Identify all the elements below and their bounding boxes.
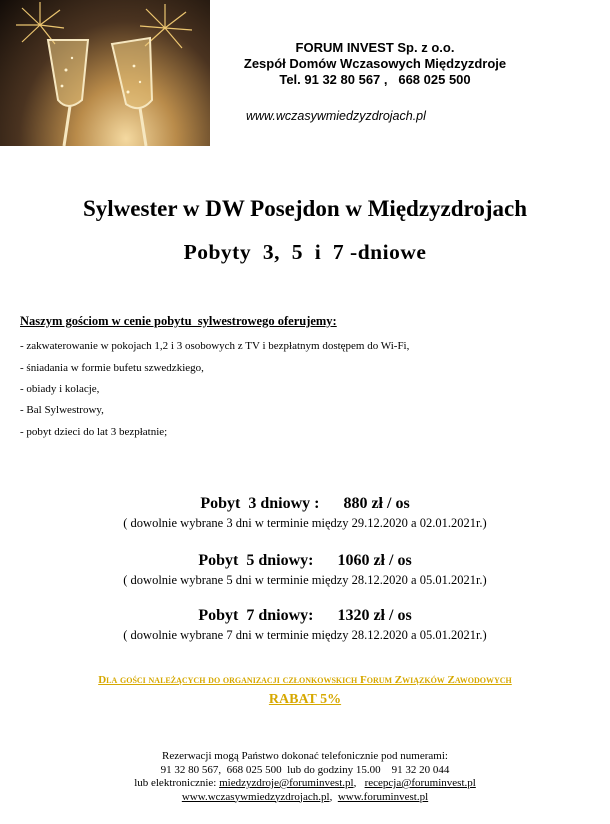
separator: , [329, 790, 338, 803]
offer-item: - Bal Sylwestrowy, [20, 404, 104, 416]
separator: , [353, 777, 365, 789]
website-link-foruminvest[interactable]: www.foruminvest.pl [337, 790, 429, 803]
price-value: 1320 zł / os [337, 607, 412, 624]
price-note: ( dowolnie wybrane 7 dni w terminie między 28.12.2020 a 05.01.2021r.) [123, 628, 487, 642]
offer-item: - pobyt dzieci do lat 3 bezpłatnie; [20, 426, 168, 438]
price-value: 880 zł / os [343, 495, 410, 512]
price-value: 1060 zł / os [337, 552, 412, 569]
page-subtitle: Pobyty 3, 5 i 7 -dniowe [183, 240, 427, 264]
company-website-link[interactable]: www.wczasywmiedzyzdrojach.pl [246, 109, 426, 123]
footer-reservation-text: Rezerwacji mogą Państwo dokonać telefonicznie pod numerami: [162, 750, 448, 762]
page-title: Sylwester w DW Posejdon w Międzyzdrojach [83, 196, 527, 221]
website-link-wczasy[interactable]: www.wczasywmiedzyzdrojach.pl [181, 790, 330, 803]
footer-websites [0, 791, 610, 805]
discount-notice [0, 671, 610, 709]
discount-text: Dla gości należących do organizacji członkowskich Forum Związków Zawodowych [98, 674, 512, 686]
offer-item: - obiady i kolacje, [20, 383, 100, 395]
email-link-miedzyzdroje[interactable]: miedzyzdroje@foruminvest.pl [219, 777, 354, 789]
price-row-7-days [0, 607, 610, 625]
price-row-5-days [0, 552, 610, 570]
price-row-3-days [0, 495, 610, 513]
offer-item: - zakwaterowanie w pokojach 1,2 i 3 osobowych z TV i bezpłatnym dostępem do Wi-Fi, [20, 340, 410, 352]
footer-phones: 91 32 80 567, 668 025 500 lub do godziny 15.00 91 32 20 044 [160, 763, 450, 776]
price-note: ( dowolnie wybrane 5 dni w terminie między 28.12.2020 a 05.01.2021r.) [123, 573, 487, 587]
company-header [215, 40, 535, 88]
footer-emails [0, 777, 610, 791]
price-label: Pobyt 3 dniowy : [200, 495, 320, 512]
company-name: FORUM INVEST Sp. z o.o. [295, 40, 455, 55]
footer-contact [0, 750, 610, 804]
price-note: ( dowolnie wybrane 3 dni w terminie między 29.12.2020 a 02.01.2021r.) [123, 516, 487, 530]
offer-item: - śniadania w formie bufetu szwedzkiego, [20, 362, 204, 374]
footer-email-label: lub elektronicznie: [134, 777, 220, 789]
discount-value: RABAT 5% [268, 692, 342, 707]
offer-heading: Naszym gościom w cenie pobytu sylwestrowego oferujemy: [20, 314, 337, 328]
price-label: Pobyt 7 dniowy: [198, 607, 314, 624]
price-label: Pobyt 5 dniowy: [198, 552, 314, 569]
company-phone: Tel. 91 32 80 567 , 668 025 500 [279, 72, 471, 87]
email-link-recepcja[interactable]: recepcja@foruminvest.pl [364, 777, 476, 789]
champagne-fireworks-image [0, 0, 210, 146]
company-subtitle: Zespół Domów Wczasowych Międzyzdroje [243, 56, 507, 71]
